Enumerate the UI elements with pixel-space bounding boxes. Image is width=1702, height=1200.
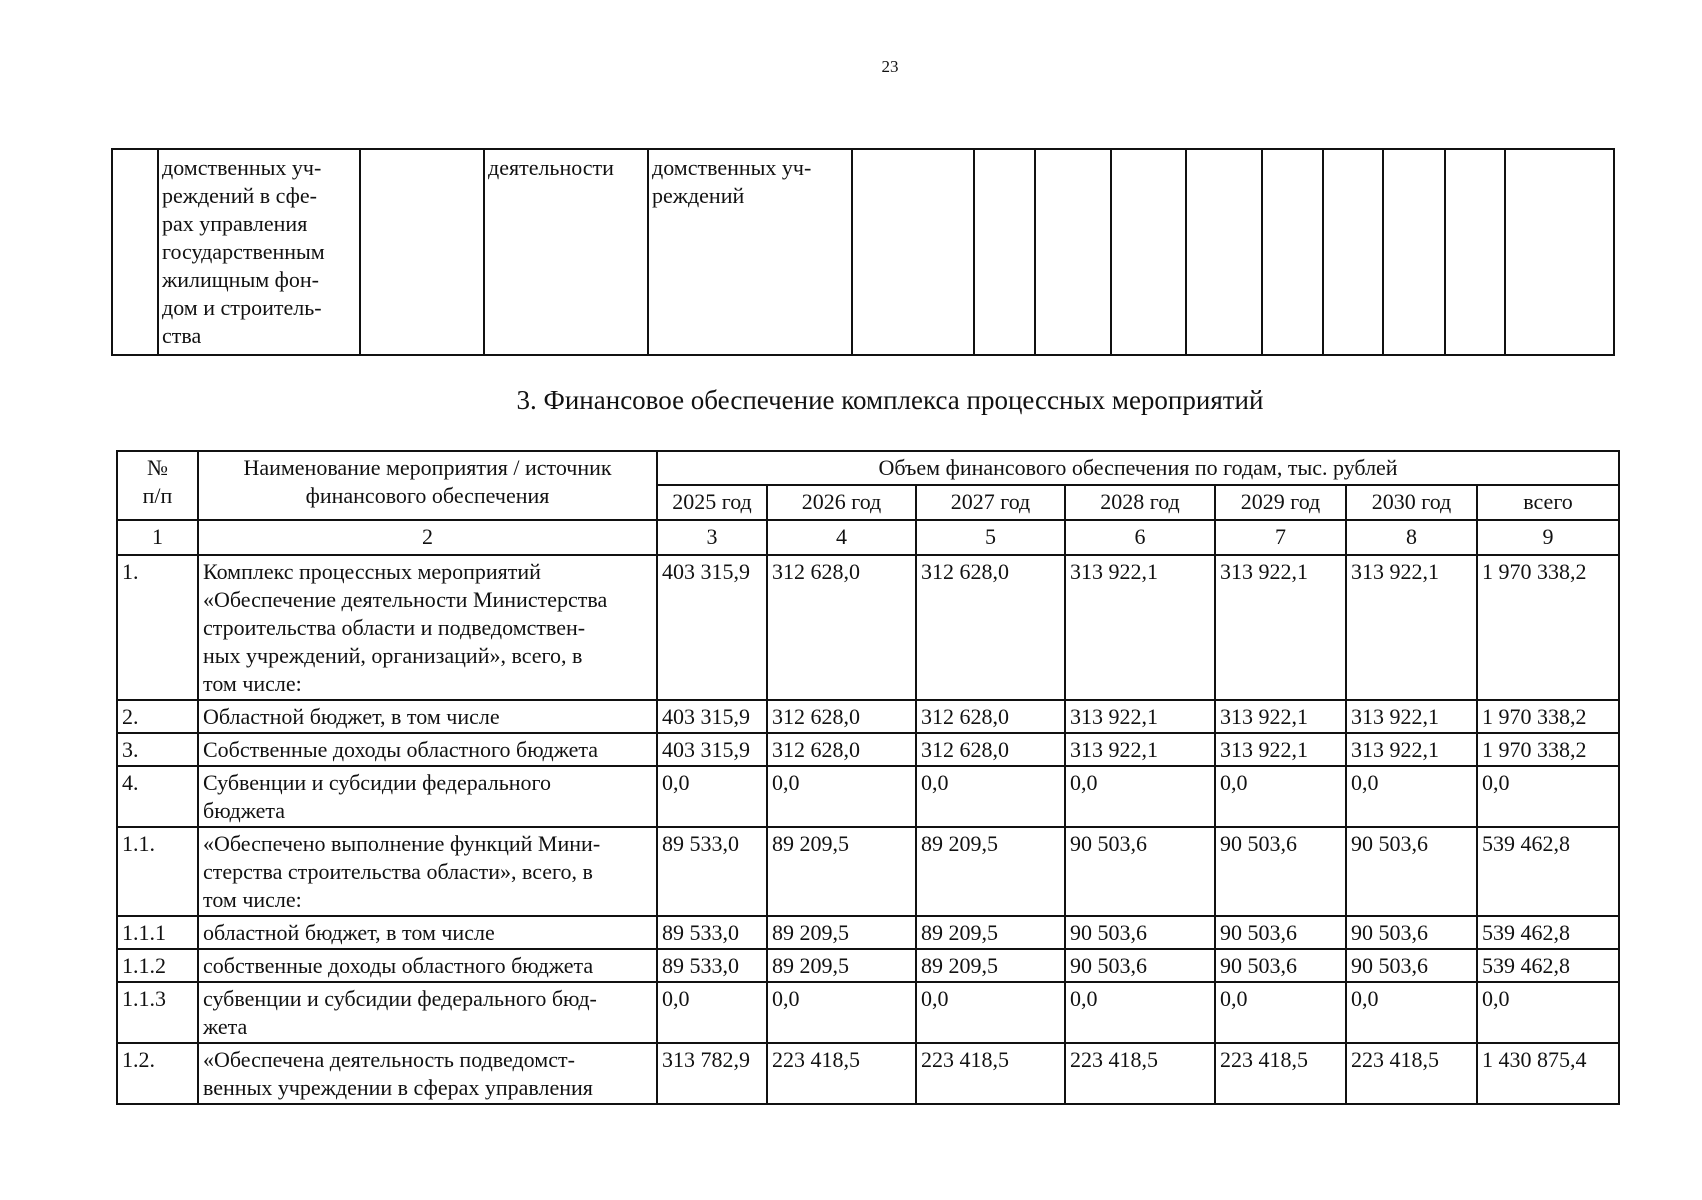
header-number: № п/п [117,451,198,520]
header-year: 2028 год [1065,485,1215,520]
row-value: 89 533,0 [657,949,767,982]
continued-cell [1505,149,1614,355]
row-value: 0,0 [767,766,916,827]
row-value: 313 782,9 [657,1043,767,1104]
row-value: 313 922,1 [1346,555,1477,700]
row-value: 0,0 [767,982,916,1043]
header-year: 2029 год [1215,485,1346,520]
row-value: 89 209,5 [916,827,1065,916]
row-value: 539 462,8 [1477,916,1619,949]
continued-cell [360,149,484,355]
row-value: 223 418,5 [1065,1043,1215,1104]
continued-cell [852,149,974,355]
row-number: 3. [117,733,198,766]
header-year: 2030 год [1346,485,1477,520]
row-value: 90 503,6 [1346,949,1477,982]
table-row [117,982,1619,1043]
row-value: 312 628,0 [916,700,1065,733]
row-value: 403 315,9 [657,555,767,700]
row-value: 0,0 [1477,982,1619,1043]
row-value: 90 503,6 [1065,949,1215,982]
table-row [117,733,1619,766]
row-value: 0,0 [1065,982,1215,1043]
row-value: 90 503,6 [1065,916,1215,949]
row-name: «Обеспечена деятельность подведомст- венных учреждении в сферах управления [198,1043,657,1104]
continued-cell: домственных уч- реждений в сфе- рах управления государственным жилищным фон- дом и строитель- ства [158,149,360,355]
row-value: 0,0 [1477,766,1619,827]
row-number: 1.1. [117,827,198,916]
continued-table-row [112,149,1614,355]
row-value: 89 533,0 [657,827,767,916]
continued-cell [1262,149,1323,355]
financing-table [116,450,1620,1105]
table-row [117,700,1619,733]
row-name: Субвенции и субсидии федерального бюджета [198,766,657,827]
row-name: субвенции и субсидии федерального бюд- жета [198,982,657,1043]
header-year: 2026 год [767,485,916,520]
row-value: 313 922,1 [1346,733,1477,766]
row-value: 89 209,5 [767,827,916,916]
row-value: 313 922,1 [1215,733,1346,766]
row-value: 539 462,8 [1477,949,1619,982]
header-index: 9 [1477,520,1619,555]
row-number: 2. [117,700,198,733]
header-index: 7 [1215,520,1346,555]
row-value: 223 418,5 [767,1043,916,1104]
header-year: 2025 год [657,485,767,520]
row-value: 90 503,6 [1215,916,1346,949]
row-value: 1 970 338,2 [1477,733,1619,766]
row-value: 313 922,1 [1346,700,1477,733]
header-index: 8 [1346,520,1477,555]
row-value: 90 503,6 [1346,916,1477,949]
row-value: 89 209,5 [916,916,1065,949]
row-name: областной бюджет, в том числе [198,916,657,949]
row-value: 90 503,6 [1346,827,1477,916]
table-row [117,1043,1619,1104]
header-index: 2 [198,520,657,555]
header-index-row [117,520,1619,555]
row-value: 1 970 338,2 [1477,555,1619,700]
row-number: 1. [117,555,198,700]
page-number: 23 [881,57,899,76]
row-number: 1.1.3 [117,982,198,1043]
header-index: 6 [1065,520,1215,555]
row-value: 0,0 [1346,982,1477,1043]
continued-cell [1186,149,1262,355]
row-value: 90 503,6 [1215,949,1346,982]
continued-cell [1035,149,1111,355]
row-value: 0,0 [657,766,767,827]
table-row [117,827,1619,916]
row-value: 0,0 [916,982,1065,1043]
row-value: 1 430 875,4 [1477,1043,1619,1104]
continued-cell [1445,149,1505,355]
row-value: 313 922,1 [1065,733,1215,766]
row-value: 313 922,1 [1065,700,1215,733]
row-value: 312 628,0 [767,555,916,700]
row-value: 223 418,5 [1346,1043,1477,1104]
row-value: 89 533,0 [657,916,767,949]
row-value: 223 418,5 [916,1043,1065,1104]
header-row-1 [117,451,1619,485]
continued-cell [1111,149,1186,355]
header-index: 3 [657,520,767,555]
header-year: 2027 год [916,485,1065,520]
row-value: 0,0 [916,766,1065,827]
row-value: 89 209,5 [767,949,916,982]
row-value: 312 628,0 [916,555,1065,700]
row-value: 1 970 338,2 [1477,700,1619,733]
row-value: 90 503,6 [1215,827,1346,916]
row-number: 1.1.1 [117,916,198,949]
table-row [117,916,1619,949]
continued-cell [1383,149,1445,355]
row-name: «Обеспечено выполнение функций Мини- стерства строительства области», всего, в том числе: [198,827,657,916]
row-value: 313 922,1 [1065,555,1215,700]
row-value: 0,0 [657,982,767,1043]
row-value: 312 628,0 [767,700,916,733]
row-value: 403 315,9 [657,700,767,733]
row-name: Комплекс процессных мероприятий «Обеспечение деятельности Министерства строительства области и подведомствен- ных учреждений, организаций», всего, в том числе: [198,555,657,700]
table-row [117,766,1619,827]
row-name: Областной бюджет, в том числе [198,700,657,733]
row-number: 1.1.2 [117,949,198,982]
continued-cell: деятельности [484,149,648,355]
header-index: 5 [916,520,1065,555]
header-index: 4 [767,520,916,555]
header-year: всего [1477,485,1619,520]
row-value: 0,0 [1215,766,1346,827]
continued-cell: домственных уч- реждений [648,149,852,355]
row-value: 312 628,0 [767,733,916,766]
row-value: 313 922,1 [1215,700,1346,733]
continued-cell [974,149,1035,355]
row-value: 90 503,6 [1065,827,1215,916]
row-value: 0,0 [1346,766,1477,827]
continued-cell [1323,149,1383,355]
row-value: 89 209,5 [916,949,1065,982]
row-value: 89 209,5 [767,916,916,949]
table-row [117,555,1619,700]
row-number: 1.2. [117,1043,198,1104]
row-value: 313 922,1 [1215,555,1346,700]
row-name: Собственные доходы областного бюджета [198,733,657,766]
row-value: 539 462,8 [1477,827,1619,916]
row-value: 223 418,5 [1215,1043,1346,1104]
continued-cell [112,149,158,355]
section-title: 3. Финансовое обеспечение комплекса процессных мероприятий [516,385,1264,415]
row-number: 4. [117,766,198,827]
row-value: 312 628,0 [916,733,1065,766]
row-value: 0,0 [1215,982,1346,1043]
continued-table-fragment [111,148,1615,356]
header-volume: Объем финансового обеспечения по годам, тыс. рублей [657,451,1619,485]
row-name: собственные доходы областного бюджета [198,949,657,982]
header-name: Наименование мероприятия / источник финансового обеспечения [198,451,657,520]
row-value: 403 315,9 [657,733,767,766]
header-index: 1 [117,520,198,555]
table-row [117,949,1619,982]
row-value: 0,0 [1065,766,1215,827]
